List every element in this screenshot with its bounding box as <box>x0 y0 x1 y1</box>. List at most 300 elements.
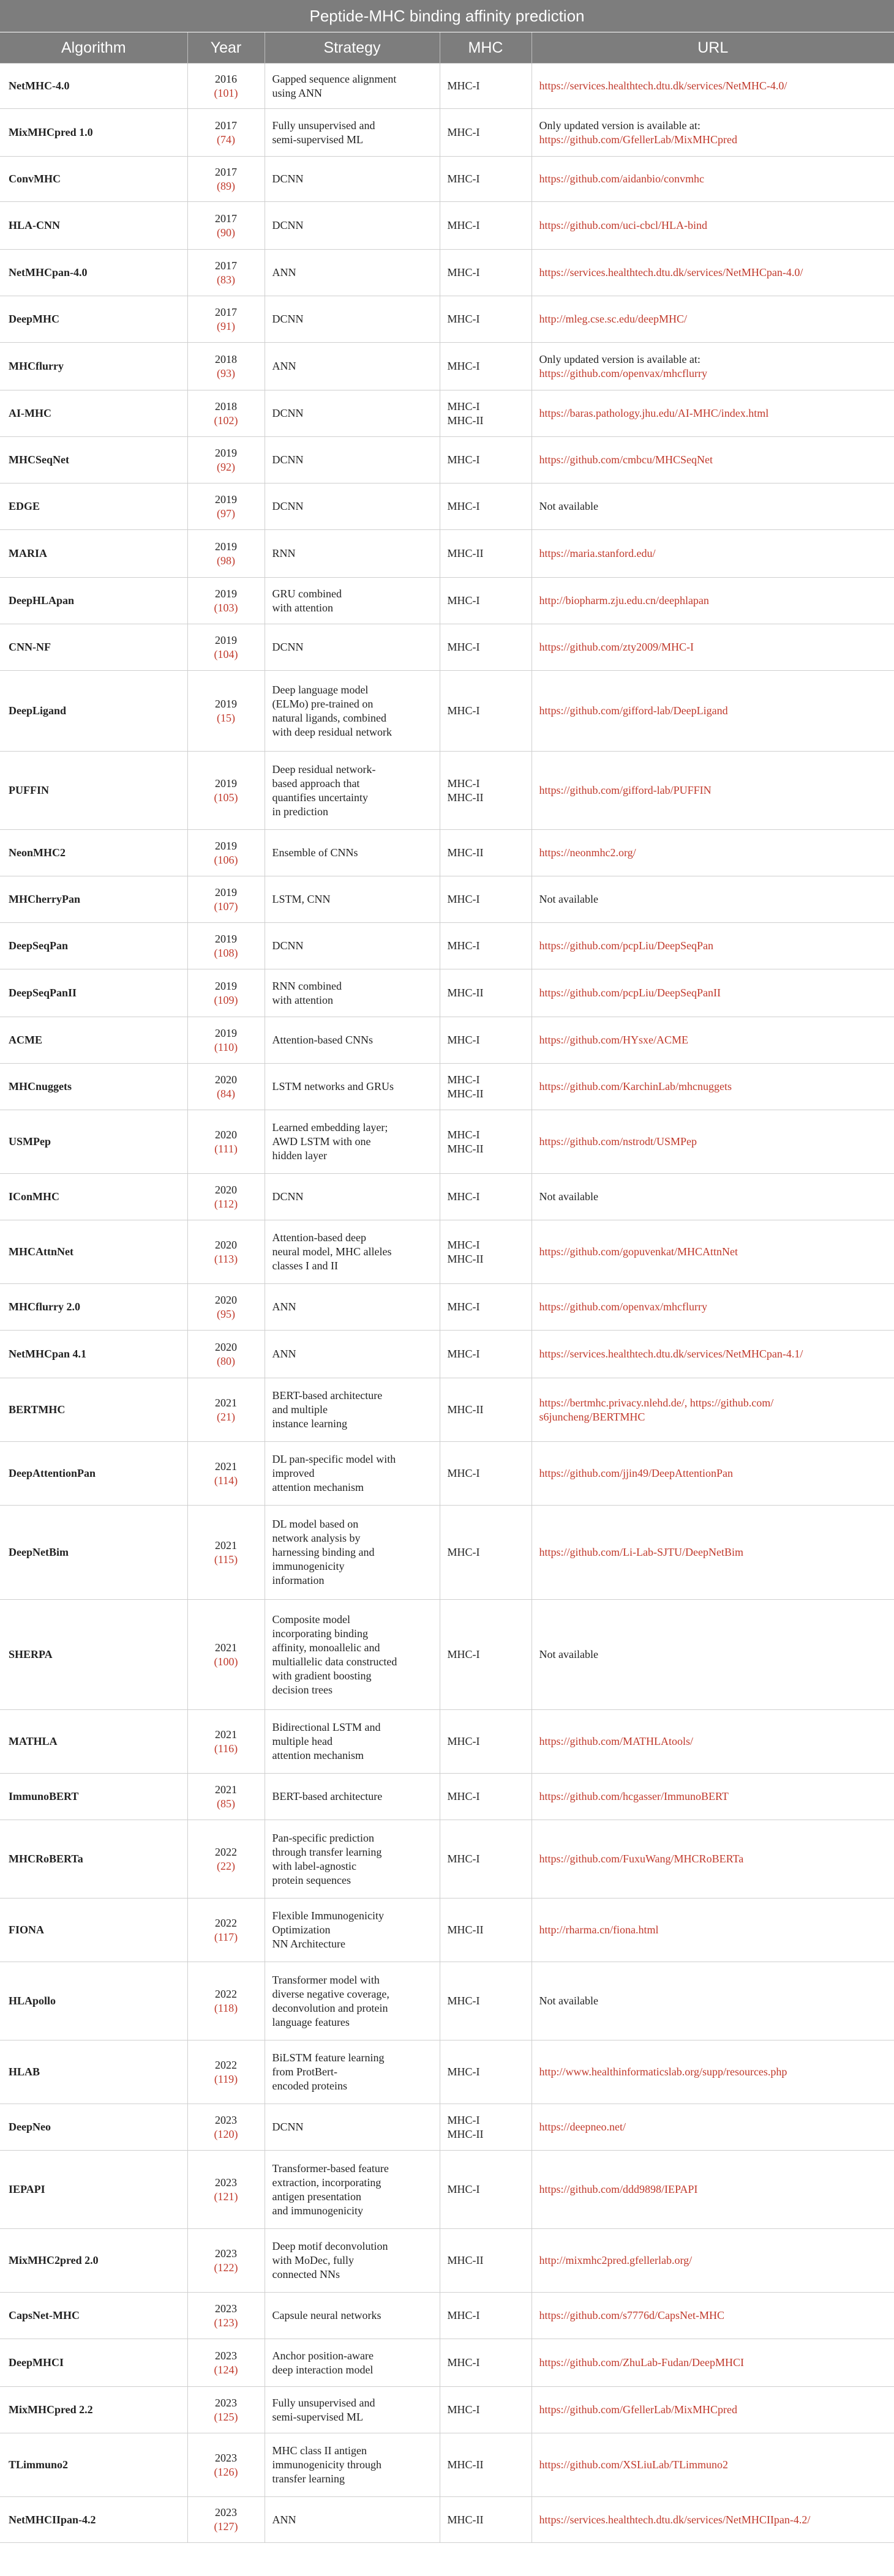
url-cell <box>532 390 894 437</box>
strategy-cell <box>265 1962 440 2040</box>
affinity-table <box>0 32 894 2543</box>
year-value: 2021 <box>215 1783 237 1796</box>
algorithm-cell: DeepAttentionPan <box>0 1442 187 1506</box>
reference-link[interactable]: (125) <box>214 2410 238 2423</box>
url-link[interactable]: https://github.com/pcpLiu/DeepSeqPanII <box>539 987 721 999</box>
mhc-cell <box>440 2151 532 2229</box>
url-cell <box>532 876 894 923</box>
year-value: 2018 <box>215 353 237 365</box>
strategy-line: DCNN <box>272 500 304 512</box>
reference-link[interactable]: (92) <box>217 460 235 473</box>
year-cell <box>187 1774 265 1820</box>
table-row <box>0 2339 894 2387</box>
reference-link[interactable]: (119) <box>214 2072 238 2085</box>
url-cell <box>532 671 894 752</box>
algorithm-cell: MHCRoBERTa <box>0 1820 187 1898</box>
year-value: 2017 <box>215 119 237 132</box>
algorithm-cell: MARIA <box>0 530 187 578</box>
algorithm-cell: IConMHC <box>0 1174 187 1220</box>
strategy-cell <box>265 2497 440 2543</box>
year-cell <box>187 1110 265 1174</box>
mhc-class: MHC-I <box>447 594 480 607</box>
url-link[interactable]: https://services.healthtech.dtu.dk/services/NetMHCpan-4.1/ <box>539 1348 803 1360</box>
url-link[interactable]: https://github.com/uci-cbcl/HLA-bind <box>539 219 707 231</box>
reference-link[interactable]: (106) <box>214 853 238 866</box>
strategy-line: DCNN <box>272 407 304 419</box>
table-row <box>0 1820 894 1898</box>
year-cell <box>187 1506 265 1600</box>
strategy-cell <box>265 1506 440 1600</box>
year-value: 2022 <box>215 1845 237 1858</box>
strategy-line: with attention <box>272 601 333 614</box>
algorithm-cell: EDGE <box>0 483 187 530</box>
url-link[interactable]: https://github.com/GfellerLab/MixMHCpred <box>539 2403 737 2416</box>
year-value: 2017 <box>215 212 237 225</box>
reference-link[interactable]: (74) <box>217 133 235 146</box>
year-cell <box>187 1378 265 1442</box>
mhc-cell <box>440 64 532 109</box>
reference-link[interactable]: (117) <box>214 1930 238 1943</box>
strategy-cell <box>265 2104 440 2151</box>
strategy-cell <box>265 1064 440 1110</box>
url-link[interactable]: http://mleg.cse.sc.edu/deepMHC/ <box>539 313 687 325</box>
reference-link[interactable]: (89) <box>217 179 235 192</box>
mhc-cell <box>440 343 532 390</box>
year-value: 2023 <box>215 2247 237 2260</box>
algorithm-cell: DeepNeo <box>0 2104 187 2151</box>
algorithm-cell: MHCSeqNet <box>0 437 187 483</box>
url-cell <box>532 530 894 578</box>
reference-link[interactable]: (114) <box>214 1474 238 1487</box>
reference-link[interactable]: (102) <box>214 414 238 427</box>
reference-link[interactable]: (111) <box>214 1142 238 1155</box>
strategy-line: Bidirectional LSTM and <box>272 1721 381 1733</box>
year-value: 2021 <box>215 1641 237 1654</box>
mhc-class: MHC-I <box>447 2403 480 2416</box>
year-value: 2019 <box>215 446 237 459</box>
strategy-line: language features <box>272 2015 350 2028</box>
strategy-cell <box>265 1220 440 1284</box>
url-cell <box>532 2104 894 2151</box>
url-link[interactable]: https://github.com/MATHLAtools/ <box>539 1735 694 1747</box>
table-row <box>0 483 894 530</box>
year-cell <box>187 2293 265 2339</box>
mhc-class: MHC-I <box>447 1546 480 1558</box>
mhc-class: MHC-I <box>447 1995 480 2007</box>
strategy-line: harnessing binding and <box>272 1546 375 1558</box>
url-link[interactable]: http://mixmhc2pred.gfellerlab.org/ <box>539 2254 693 2266</box>
url-link[interactable]: https://github.com/gifford-lab/DeepLigand <box>539 704 728 717</box>
year-cell <box>187 578 265 624</box>
year-value: 2023 <box>215 2113 237 2126</box>
strategy-line: with gradient boosting <box>272 1669 372 1682</box>
url-link[interactable]: https://github.com/zty2009/MHC-I <box>539 641 694 653</box>
url-link[interactable]: https://deepneo.net/ <box>539 2121 626 2133</box>
mhc-class: MHC-I <box>447 641 480 653</box>
reference-link[interactable]: (105) <box>214 791 238 804</box>
url-cell <box>532 624 894 671</box>
table-row <box>0 2104 894 2151</box>
table-row <box>0 2151 894 2229</box>
url-cell <box>532 2293 894 2339</box>
header-mhc: MHC <box>440 32 532 64</box>
strategy-line: and multiple <box>272 1403 328 1416</box>
year-value: 2018 <box>215 400 237 413</box>
url-cell <box>532 437 894 483</box>
reference-link[interactable]: (100) <box>214 1655 238 1668</box>
reference-link[interactable]: (122) <box>214 2261 238 2274</box>
reference-link[interactable]: (103) <box>214 601 238 614</box>
url-link[interactable]: https://bertmhc.privacy.nlehd.de/, https://github.com/ <box>539 1396 774 1409</box>
strategy-cell <box>265 1110 440 1174</box>
url-link[interactable]: https://github.com/nstrodt/USMPep <box>539 1135 697 1148</box>
url-link[interactable]: s6juncheng/BERTMHC <box>539 1410 645 1423</box>
url-link[interactable]: https://github.com/KarchinLab/mhcnuggets <box>539 1080 732 1092</box>
url-note: Not available <box>539 500 598 512</box>
reference-link[interactable]: (121) <box>214 2190 238 2203</box>
mhc-class: MHC-I <box>447 1648 480 1660</box>
year-value: 2019 <box>215 932 237 945</box>
mhc-cell <box>440 202 532 250</box>
url-link[interactable]: https://github.com/cmbcu/MHCSeqNet <box>539 454 713 466</box>
year-cell <box>187 876 265 923</box>
url-link[interactable]: https://github.com/ZhuLab-Fudan/DeepMHCI <box>539 2356 744 2369</box>
url-link[interactable]: https://neonmhc2.org/ <box>539 846 636 859</box>
year-cell <box>187 157 265 202</box>
table-row <box>0 437 894 483</box>
mhc-cell <box>440 2339 532 2387</box>
year-cell <box>187 1962 265 2040</box>
strategy-cell <box>265 2387 440 2433</box>
mhc-class: MHC-I <box>447 1238 480 1251</box>
url-cell <box>532 752 894 830</box>
year-cell <box>187 1174 265 1220</box>
url-link[interactable]: https://github.com/hcgasser/ImmunoBERT <box>539 1790 729 1802</box>
strategy-line: ANN <box>272 1348 296 1360</box>
strategy-line: RNN combined <box>272 979 342 992</box>
strategy-line: ANN <box>272 360 296 372</box>
strategy-cell <box>265 624 440 671</box>
algorithm-cell: MHCflurry <box>0 343 187 390</box>
year-value: 2022 <box>215 1916 237 1929</box>
reference-link[interactable]: (21) <box>217 1410 235 1423</box>
mhc-class: MHC-I <box>447 219 480 231</box>
table-row <box>0 109 894 157</box>
reference-link[interactable]: (110) <box>214 1040 238 1053</box>
table-row <box>0 923 894 969</box>
year-cell <box>187 1442 265 1506</box>
year-cell <box>187 624 265 671</box>
mhc-cell <box>440 483 532 530</box>
mhc-cell <box>440 109 532 157</box>
url-note: Only updated version is available at: <box>539 119 701 132</box>
reference-link[interactable]: (104) <box>214 648 238 660</box>
strategy-line: based approach that <box>272 777 360 790</box>
reference-link[interactable]: (93) <box>217 367 235 379</box>
url-link[interactable]: http://rharma.cn/fiona.html <box>539 1924 659 1936</box>
url-link[interactable]: https://github.com/XSLiuLab/TLimmuno2 <box>539 2458 728 2471</box>
url-link[interactable]: https://services.healthtech.dtu.dk/services/NetMHCpan-4.0/ <box>539 266 803 278</box>
reference-link[interactable]: (83) <box>217 273 235 286</box>
algorithm-cell: NetMHCpan 4.1 <box>0 1331 187 1378</box>
strategy-cell <box>265 671 440 752</box>
url-link[interactable]: https://github.com/Li-Lab-SJTU/DeepNetBim <box>539 1546 743 1558</box>
strategy-line: ANN <box>272 1301 296 1313</box>
url-cell <box>532 1600 894 1710</box>
url-link[interactable]: https://github.com/HYsxe/ACME <box>539 1034 689 1046</box>
strategy-line: affinity, monoallelic and <box>272 1641 380 1654</box>
table-row <box>0 296 894 343</box>
url-link[interactable]: http://www.healthinformaticslab.org/supp/resources.php <box>539 2066 787 2078</box>
strategy-cell <box>265 2339 440 2387</box>
strategy-line: Learned embedding layer; <box>272 1121 388 1133</box>
reference-link[interactable]: (116) <box>214 1742 238 1755</box>
reference-link[interactable]: (98) <box>217 554 235 567</box>
algorithm-cell: NetMHC-4.0 <box>0 64 187 109</box>
strategy-line: LSTM networks and GRUs <box>272 1080 394 1092</box>
mhc-class: MHC-I <box>447 173 480 185</box>
reference-link[interactable]: (84) <box>217 1087 235 1100</box>
reference-link[interactable]: (108) <box>214 946 238 959</box>
strategy-cell <box>265 1174 440 1220</box>
strategy-cell <box>265 1898 440 1962</box>
mhc-class: MHC-I <box>447 1735 480 1747</box>
strategy-line: with MoDec, fully <box>272 2254 354 2266</box>
url-link[interactable]: https://github.com/s7776d/CapsNet-MHC <box>539 2309 725 2321</box>
reference-link[interactable]: (123) <box>214 2316 238 2329</box>
url-link[interactable]: https://github.com/openvax/mhcflurry <box>539 1301 707 1313</box>
mhc-class: MHC-II <box>447 1142 484 1155</box>
strategy-cell <box>265 2433 440 2497</box>
table-row <box>0 752 894 830</box>
table-row <box>0 1774 894 1820</box>
year-value: 2017 <box>215 165 237 178</box>
strategy-line: LSTM, CNN <box>272 893 331 905</box>
strategy-line: DCNN <box>272 2121 304 2133</box>
table-row <box>0 1174 894 1220</box>
reference-link[interactable]: (107) <box>214 900 238 913</box>
url-cell <box>532 1174 894 1220</box>
year-cell <box>187 1710 265 1774</box>
reference-link[interactable]: (120) <box>214 2127 238 2140</box>
strategy-line: deconvolution and protein <box>272 2001 388 2014</box>
algorithm-cell: CNN-NF <box>0 624 187 671</box>
mhc-class: MHC-II <box>447 1403 484 1416</box>
reference-link[interactable]: (115) <box>214 1553 238 1566</box>
mhc-cell <box>440 1600 532 1710</box>
mhc-class: MHC-II <box>447 2513 484 2526</box>
algorithm-cell: HLApollo <box>0 1962 187 2040</box>
strategy-cell <box>265 876 440 923</box>
mhc-class: MHC-I <box>447 400 480 413</box>
strategy-line: protein sequences <box>272 1873 351 1886</box>
reference-link[interactable]: (85) <box>217 1797 235 1810</box>
mhc-cell <box>440 1017 532 1064</box>
url-note: Only updated version is available at: <box>539 353 701 365</box>
mhc-class: MHC-I <box>447 2066 480 2078</box>
strategy-cell <box>265 437 440 483</box>
strategy-cell <box>265 1378 440 1442</box>
mhc-cell <box>440 1331 532 1378</box>
year-value: 2019 <box>215 886 237 898</box>
year-cell <box>187 390 265 437</box>
year-cell <box>187 1284 265 1331</box>
mhc-class: MHC-I <box>447 1348 480 1360</box>
strategy-line: in prediction <box>272 805 328 818</box>
table-row <box>0 1962 894 2040</box>
url-cell <box>532 2339 894 2387</box>
strategy-cell <box>265 390 440 437</box>
strategy-line: Transformer-based feature <box>272 2162 389 2175</box>
table-row <box>0 671 894 752</box>
url-link[interactable]: https://github.com/FuxuWang/MHCRoBERTa <box>539 1853 744 1865</box>
year-value: 2019 <box>215 633 237 646</box>
url-link[interactable]: https://github.com/jjin49/DeepAttentionPan <box>539 1467 733 1479</box>
url-link[interactable]: https://github.com/aidanbio/convmhc <box>539 173 704 185</box>
table-row <box>0 1506 894 1600</box>
strategy-line: Deep residual network- <box>272 763 376 775</box>
algorithm-cell: TLimmuno2 <box>0 2433 187 2497</box>
url-cell <box>532 1378 894 1442</box>
mhc-cell <box>440 1110 532 1174</box>
reference-link[interactable]: (22) <box>217 1859 235 1872</box>
algorithm-cell: NetMHCIIpan-4.2 <box>0 2497 187 2543</box>
year-cell <box>187 343 265 390</box>
reference-link[interactable]: (126) <box>214 2465 238 2478</box>
strategy-cell <box>265 578 440 624</box>
reference-link[interactable]: (80) <box>217 1354 235 1367</box>
url-note: Not available <box>539 1190 598 1203</box>
strategy-line: ANN <box>272 266 296 278</box>
table-row <box>0 1442 894 1506</box>
strategy-line: incorporating binding <box>272 1627 368 1640</box>
mhc-cell <box>440 1710 532 1774</box>
strategy-cell <box>265 1331 440 1378</box>
strategy-line: DCNN <box>272 454 304 466</box>
strategy-line: ANN <box>272 2513 296 2526</box>
strategy-line: DL model based on <box>272 1518 359 1530</box>
algorithm-cell: MHCflurry 2.0 <box>0 1284 187 1331</box>
mhc-class: MHC-I <box>447 704 480 717</box>
reference-link[interactable]: (90) <box>217 226 235 239</box>
algorithm-cell: FIONA <box>0 1898 187 1962</box>
algorithm-cell: DeepNetBim <box>0 1506 187 1600</box>
mhc-cell <box>440 1442 532 1506</box>
strategy-cell <box>265 969 440 1017</box>
url-link[interactable]: https://github.com/GfellerLab/MixMHCpred <box>539 133 737 146</box>
mhc-cell <box>440 2433 532 2497</box>
year-value: 2016 <box>215 72 237 85</box>
strategy-cell <box>265 64 440 109</box>
mhc-cell <box>440 1774 532 1820</box>
strategy-line: decision trees <box>272 1683 332 1696</box>
year-cell <box>187 437 265 483</box>
strategy-cell <box>265 483 440 530</box>
year-value: 2020 <box>215 1340 237 1353</box>
url-link[interactable]: https://services.healthtech.dtu.dk/services/NetMHCIIpan-4.2/ <box>539 2513 811 2526</box>
strategy-line: semi-supervised ML <box>272 133 363 146</box>
strategy-line: Deep motif deconvolution <box>272 2240 388 2252</box>
url-link[interactable]: https://github.com/ddd9898/IEPAPI <box>539 2183 698 2195</box>
reference-link[interactable]: (127) <box>214 2520 238 2533</box>
strategy-line: Composite model <box>272 1613 350 1626</box>
table-row <box>0 390 894 437</box>
mhc-cell <box>440 969 532 1017</box>
strategy-cell <box>265 1710 440 1774</box>
url-cell <box>532 1064 894 1110</box>
algorithm-cell: IEPAPI <box>0 2151 187 2229</box>
mhc-class: MHC-I <box>447 1301 480 1313</box>
year-cell <box>187 923 265 969</box>
strategy-line: Deep language model <box>272 683 369 696</box>
reference-link[interactable]: (124) <box>214 2363 238 2376</box>
mhc-cell <box>440 157 532 202</box>
year-value: 2023 <box>215 2506 237 2518</box>
strategy-line: BERT-based architecture <box>272 1790 383 1802</box>
url-link[interactable]: https://maria.stanford.edu/ <box>539 547 656 559</box>
year-cell <box>187 1331 265 1378</box>
reference-link[interactable]: (95) <box>217 1307 235 1320</box>
reference-link[interactable]: (113) <box>214 1252 238 1265</box>
strategy-line: Attention-based CNNs <box>272 1034 373 1046</box>
table-row <box>0 343 894 390</box>
year-value: 2020 <box>215 1238 237 1251</box>
year-cell <box>187 2229 265 2293</box>
algorithm-cell: DeepLigand <box>0 671 187 752</box>
url-cell <box>532 296 894 343</box>
reference-link[interactable]: (118) <box>214 2001 238 2014</box>
url-link[interactable]: https://github.com/pcpLiu/DeepSeqPan <box>539 939 713 952</box>
reference-link[interactable]: (101) <box>214 86 238 99</box>
url-link[interactable]: https://services.healthtech.dtu.dk/services/NetMHC-4.0/ <box>539 80 787 92</box>
strategy-line: neural model, MHC alleles <box>272 1245 392 1258</box>
strategy-line: immunogenicity <box>272 1560 345 1572</box>
table-row <box>0 1110 894 1174</box>
year-value: 2023 <box>215 2349 237 2362</box>
header-year: Year <box>187 32 265 64</box>
mhc-cell <box>440 1820 532 1898</box>
strategy-line: DCNN <box>272 939 304 952</box>
mhc-class: MHC-I <box>447 500 480 512</box>
url-link[interactable]: https://github.com/gifford-lab/PUFFIN <box>539 784 712 796</box>
header-url: URL <box>532 32 894 64</box>
mhc-class: MHC-I <box>447 266 480 278</box>
reference-link[interactable]: (109) <box>214 993 238 1006</box>
reference-link[interactable]: (91) <box>217 319 235 332</box>
algorithm-cell: DeepSeqPan <box>0 923 187 969</box>
strategy-cell <box>265 343 440 390</box>
url-link[interactable]: https://github.com/openvax/mhcflurry <box>539 367 707 379</box>
url-note: Not available <box>539 1995 598 2007</box>
strategy-line: multiallelic data constructed <box>272 1655 397 1668</box>
year-value: 2023 <box>215 2396 237 2409</box>
url-link[interactable]: https://baras.pathology.jhu.edu/AI-MHC/index.html <box>539 407 769 419</box>
url-cell <box>532 109 894 157</box>
strategy-line: diverse negative coverage, <box>272 1987 389 2000</box>
url-link[interactable]: https://github.com/gopuvenkat/MHCAttnNet <box>539 1245 738 1258</box>
table-row <box>0 624 894 671</box>
url-cell <box>532 202 894 250</box>
reference-link[interactable]: (15) <box>217 711 235 724</box>
algorithm-cell: AI-MHC <box>0 390 187 437</box>
reference-link[interactable]: (97) <box>217 507 235 520</box>
table-row <box>0 202 894 250</box>
table-row <box>0 876 894 923</box>
reference-link[interactable]: (112) <box>214 1197 238 1210</box>
url-link[interactable]: http://biopharm.zju.edu.cn/deephlapan <box>539 594 709 607</box>
strategy-cell <box>265 2293 440 2339</box>
mhc-cell <box>440 296 532 343</box>
